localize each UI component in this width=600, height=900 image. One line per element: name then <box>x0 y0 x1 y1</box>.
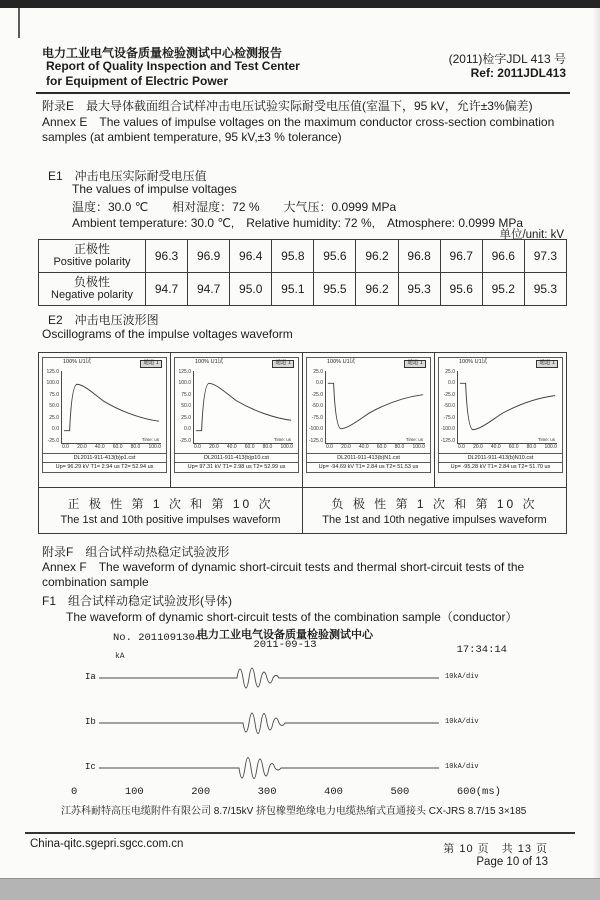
axis-tick: 100.0 <box>544 443 557 450</box>
e1-conditions-en: Ambient temperature: 30.0 ℃, Relative humidity: 72 %, Atmosphere: 0.0999 MPa <box>72 216 524 230</box>
axis-tick: 75.0 <box>181 391 191 398</box>
oscillogram-cell-pos1 <box>39 353 171 488</box>
osc-top-label: 100% U1试 <box>327 359 356 365</box>
osc-file-name: DL2011-911-413(b)p1.cst <box>43 453 166 463</box>
axis-tick: 40.0 <box>226 443 237 450</box>
trace-label: Ia <box>85 672 96 682</box>
trace-label: Ib <box>85 717 96 727</box>
axis-tick: 125.0 <box>178 368 191 375</box>
axis-tick: 50.0 <box>49 403 59 409</box>
osc-file-name: DL2011-911-413(b)N1.cst <box>307 453 430 463</box>
axis-tick: 20.0 <box>341 443 351 450</box>
axis-tick: 0.0 <box>52 426 59 432</box>
table-cell: 95.0 <box>230 273 272 306</box>
row-label-zh: 负极性 <box>73 275 110 289</box>
axis-tick: 0 <box>71 786 78 798</box>
axis-tick: -75.0 <box>443 414 455 421</box>
e1-conditions-zh: 温度：30.0 ℃ 相对湿度：72 % 大气压：0.0999 MPa <box>72 200 397 214</box>
table-cell: 96.6 <box>482 240 524 273</box>
footer-rule <box>25 832 575 834</box>
e1-heading-en: The values of impulse voltages <box>72 182 237 196</box>
axis-tick: 25.0 <box>181 414 191 421</box>
row-label-positive <box>39 240 146 273</box>
osc-channel-label: 通道 1 <box>140 360 162 368</box>
oscillogram-head <box>43 358 166 368</box>
axis-tick: 125.0 <box>46 368 59 375</box>
osc-x-axis-ticks <box>62 445 161 453</box>
axis-tick: 0.0 <box>316 380 323 386</box>
chart-date: 2011-09-13 <box>253 639 317 651</box>
table-cell: 94.7 <box>188 273 230 306</box>
table-cell: 97.3 <box>524 240 566 273</box>
axis-tick: 80.0 <box>394 443 405 450</box>
osc-y-axis-ticks <box>310 370 323 444</box>
osc-channel-label: 通道 1 <box>404 360 426 368</box>
osc-x-axis-ticks <box>326 445 425 453</box>
axis-tick: 0.0 <box>458 443 465 450</box>
table-cell: 95.3 <box>524 273 566 306</box>
caption-negative-zh: 负 极 性 第 1 次 和 第 10 次 <box>331 497 538 511</box>
osc-plot-frame <box>61 371 161 444</box>
table-row-positive <box>39 240 567 273</box>
negative-impulse-curve <box>326 371 425 443</box>
scan-artifact-left <box>18 8 20 38</box>
axis-tick: 500 <box>390 786 410 798</box>
trace-phase-a <box>75 656 555 700</box>
trace-phase-b <box>75 701 555 745</box>
osc-plot-frame <box>457 371 557 444</box>
trace-phase-c <box>75 746 555 790</box>
row-label-en: Positive polarity <box>53 256 131 268</box>
axis-tick: 100.0 <box>46 380 59 386</box>
axis-tick: 20.0 <box>473 443 483 450</box>
table-cell: 95.3 <box>398 273 440 306</box>
annex-e-heading-zh: 附录E 最大导体截面组合试样冲击电压试验实际耐受电压值(室温下，95 kV，允许±3%偏差) <box>42 99 533 113</box>
table-cell: 96.3 <box>146 240 188 273</box>
axis-tick: -50.0 <box>443 403 455 409</box>
axis-tick: -125.0 <box>440 437 455 444</box>
axis-tick: 300 <box>257 786 277 798</box>
osc-measurement: Up= 97.31 kV T1= 2.98 us T2= 52.99 us <box>175 462 298 472</box>
oscillogram-plot <box>46 369 163 453</box>
table-cell: 95.2 <box>482 273 524 306</box>
osc-plot-frame <box>325 371 425 444</box>
oscillogram-caption-row <box>39 488 567 534</box>
oscillogram-cell-neg1 <box>303 353 435 488</box>
osc-y-axis-ticks <box>46 370 59 444</box>
axis-tick: -125.0 <box>308 437 323 444</box>
axis-tick: 20.0 <box>209 443 219 450</box>
axis-tick: 20.0 <box>77 443 87 450</box>
oscillogram-head <box>175 358 298 368</box>
table-cell: 96.9 <box>188 240 230 273</box>
scan-edge-right <box>592 8 600 878</box>
osc-time-axis-label: Time: us <box>405 436 423 442</box>
current-waveform-a <box>99 656 439 700</box>
axis-tick: 40.0 <box>94 443 105 450</box>
table-cell: 94.7 <box>146 273 188 306</box>
axis-tick: 400 <box>324 786 343 798</box>
oscillogram-panel <box>174 357 299 473</box>
trace-scale-label: 10kA/div <box>445 763 479 771</box>
scan-edge-top <box>0 0 600 8</box>
oscillogram-plot <box>310 369 427 453</box>
osc-file-name: DL2011-911-413(b)N10.cst <box>439 453 562 463</box>
osc-measurement: Up= 96.29 kV T1= 2.94 us T2= 52.94 us <box>43 462 166 472</box>
dynamic-test-chart <box>55 622 555 822</box>
oscillogram-panel <box>438 357 563 473</box>
axis-tick: 25.0 <box>445 368 455 375</box>
table-cell: 96.2 <box>356 273 398 306</box>
report-title-en-line2: for Equipment of Electric Power <box>46 74 229 88</box>
axis-tick: 0.0 <box>184 426 191 432</box>
osc-x-axis-ticks <box>194 445 293 453</box>
osc-top-label: 100% U1试 <box>459 359 488 365</box>
axis-tick: -100.0 <box>308 426 323 432</box>
axis-tick: 0.0 <box>326 443 333 450</box>
page-number-zh: 第 10 页 共 13 页 <box>443 843 548 855</box>
axis-tick: 100 <box>124 786 144 798</box>
chart-x-axis-ticks <box>71 786 501 798</box>
osc-y-axis-ticks <box>442 370 455 444</box>
oscillogram-panel <box>306 357 431 473</box>
axis-tick: 60.0 <box>508 443 519 450</box>
chart-y-unit: kA <box>115 652 125 661</box>
axis-tick: -25.0 <box>311 391 323 398</box>
osc-top-label: 100% U1试 <box>63 359 92 365</box>
oscillogram-plot <box>442 369 559 453</box>
table-cell: 96.7 <box>440 240 482 273</box>
osc-time-axis-label: Time: us <box>141 436 159 442</box>
caption-positive <box>39 488 303 534</box>
axis-tick: 60.0 <box>376 443 387 450</box>
table-cell: 96.4 <box>230 240 272 273</box>
axis-tick: 75.0 <box>49 391 59 398</box>
annex-f-heading <box>42 545 570 590</box>
axis-tick: -25.0 <box>47 437 59 444</box>
osc-measurement: Up= -94.69 kV T1= 2.84 us T2= 51.53 us <box>307 462 430 472</box>
positive-impulse-curve <box>62 371 161 443</box>
e2-heading-zh: E2 冲击电压波形图 <box>48 313 159 327</box>
axis-tick: 40.0 <box>358 443 369 450</box>
trace-label: Ic <box>85 762 96 772</box>
axis-tick: 80.0 <box>262 443 273 450</box>
trace-scale-label: 10kA/div <box>445 673 479 681</box>
axis-tick: 0.0 <box>448 380 455 386</box>
oscillogram-head <box>439 358 562 368</box>
osc-channel-label: 通道 1 <box>536 360 558 368</box>
caption-negative <box>303 488 567 534</box>
positive-impulse-curve <box>194 371 293 443</box>
axis-tick: 100.0 <box>280 443 293 450</box>
annex-e-heading <box>42 99 570 145</box>
oscillogram-row <box>39 353 567 488</box>
oscillogram-cell-pos10 <box>171 353 303 488</box>
axis-tick: -100.0 <box>440 426 455 432</box>
chart-org-title: 电力工业电气设备质量检验测试中心 <box>197 629 373 641</box>
table-cell: 95.1 <box>272 273 314 306</box>
annex-e-heading-en: Annex E The values of impulse voltages on the maximum conductor cross-section combination samples (at ambient temperature, 95 kV,±3 % tolerance) <box>42 115 555 144</box>
f1-heading-zh: F1 组合试样动稳定试验波形(导体) <box>42 594 232 608</box>
axis-tick: 100.0 <box>412 443 425 450</box>
oscillogram-head <box>307 358 430 368</box>
osc-measurement: Up= -95.28 kV T1= 2.84 us T2= 51.70 us <box>439 462 562 472</box>
table-cell: 95.6 <box>314 240 356 273</box>
chart-caption: 江苏科耐特高压电缆附件有限公司 8.7/15kV 挤包橡塑绝缘电力电缆热缩式直通接头 CX-JRS 8.7/15 3×185 <box>61 806 527 817</box>
current-waveform-b <box>99 701 439 745</box>
table-cell: 95.5 <box>314 273 356 306</box>
axis-tick: 25.0 <box>49 414 59 421</box>
negative-impulse-curve <box>458 371 557 443</box>
axis-tick: 25.0 <box>313 368 323 375</box>
axis-tick: 60.0 <box>112 443 123 450</box>
table-row-negative <box>39 273 567 306</box>
footer-url: China-qitc.sgepri.sgcc.com.cn <box>30 838 184 850</box>
current-waveform-c <box>99 746 439 790</box>
axis-tick: 50.0 <box>181 403 191 409</box>
table-cell: 95.8 <box>272 240 314 273</box>
osc-time-axis-label: Time: us <box>273 436 291 442</box>
trace-scale-label: 10kA/div <box>445 718 479 726</box>
osc-channel-label: 通道 1 <box>272 360 294 368</box>
osc-time-axis-label: Time: us <box>537 436 555 442</box>
axis-tick: -50.0 <box>311 403 323 409</box>
header-rule <box>36 92 570 94</box>
axis-tick: 80.0 <box>130 443 141 450</box>
axis-tick: 100.0 <box>148 443 161 450</box>
chart-time: 17:34:14 <box>456 644 507 656</box>
osc-top-label: 100% U1试 <box>195 359 224 365</box>
axis-tick: 100.0 <box>178 380 191 386</box>
report-title-zh: 电力工业电气设备质量检验测试中心检测报告 <box>42 46 283 60</box>
chart-record-number: No. 2011091304 <box>113 632 202 644</box>
axis-tick: -75.0 <box>311 414 323 421</box>
axis-tick: 40.0 <box>490 443 501 450</box>
report-title-en-line1: Report of Quality Inspection and Test Center <box>46 59 300 73</box>
axis-tick: 0.0 <box>62 443 69 450</box>
report-ref-en: Ref: 2011JDL413 <box>470 66 566 80</box>
e1-heading-zh: E1 冲击电压实际耐受电压值 <box>48 169 207 183</box>
axis-tick: 200 <box>191 786 211 798</box>
oscillogram-plot <box>178 369 295 453</box>
impulse-voltage-table <box>38 239 567 306</box>
caption-positive-zh: 正 极 性 第 1 次 和 第 10 次 <box>67 497 274 511</box>
table-cell: 96.8 <box>398 240 440 273</box>
caption-negative-en: The 1st and 10th negative impulses waveform <box>322 514 547 526</box>
page-number-en: Page 10 of 13 <box>476 856 548 868</box>
oscillogram-table <box>38 352 567 534</box>
e2-heading-en: Oscillograms of the impulse voltages waveform <box>42 327 293 341</box>
axis-tick: 60.0 <box>244 443 255 450</box>
row-label-zh: 正极性 <box>73 242 110 256</box>
axis-tick: 80.0 <box>526 443 537 450</box>
axis-tick: 0.0 <box>194 443 201 450</box>
caption-positive-en: The 1st and 10th positive impulses waveform <box>60 514 281 526</box>
row-label-en: Negative polarity <box>51 289 133 301</box>
annex-f-heading-zh: 附录F 组合试样动热稳定试验波形 <box>42 545 230 559</box>
osc-y-axis-ticks <box>178 370 191 444</box>
report-ref-zh: (2011)检字JDL 413 号 <box>448 52 566 66</box>
f1-heading-en: The waveform of dynamic short-circuit tests of the combination sample（conductor） <box>66 610 518 624</box>
row-label-negative <box>39 273 146 306</box>
oscillogram-panel <box>42 357 167 473</box>
axis-tick: -25.0 <box>179 437 191 444</box>
osc-x-axis-ticks <box>458 445 557 453</box>
axis-tick: 600(ms) <box>456 786 501 798</box>
table-cell: 95.6 <box>440 273 482 306</box>
scan-edge-bottom <box>0 878 600 900</box>
table-cell: 96.2 <box>356 240 398 273</box>
annex-f-heading-en: Annex F The waveform of dynamic short-circuit tests and thermal short-circuit tests of the combination sample <box>42 560 525 589</box>
table-unit-label: 单位/unit: kV <box>499 229 564 241</box>
osc-file-name: DL2011-911-413(b)p10.cst <box>175 453 298 463</box>
osc-plot-frame <box>193 371 293 444</box>
oscillogram-cell-neg10 <box>435 353 567 488</box>
axis-tick: -25.0 <box>443 391 455 398</box>
